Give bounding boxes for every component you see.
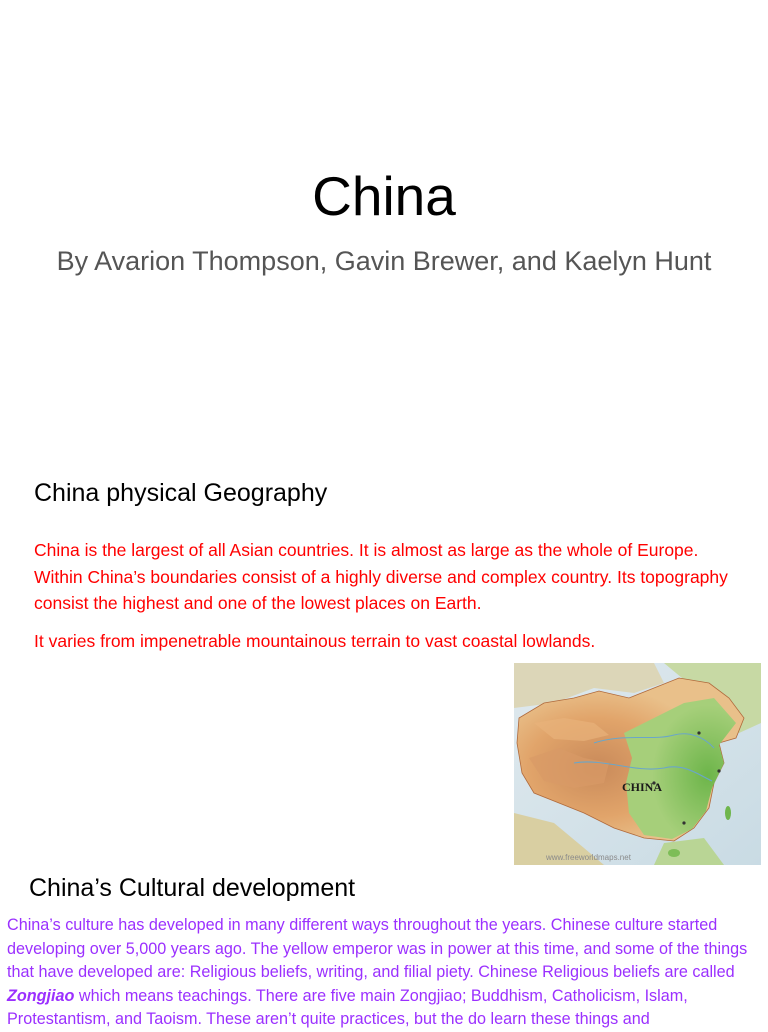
map-watermark: www.freeworldmaps.net (546, 853, 631, 862)
culture-text-end: which means teachings. There are five main Zongjiao; Buddhism, Catholicism, Islam, Protestantism, and Taoism. These aren’t quite practices, but the do learn these things and (7, 986, 688, 1028)
geography-heading: China physical Geography (34, 479, 328, 507)
culture-heading: China’s Cultural development (29, 874, 356, 902)
geography-paragraph-1: China is the largest of all Asian countries. It is almost as large as the whole of Europe. Within China’s boundaries consist of a highly diverse and complex country. Its topography consist the highest and one of the lowest places on Earth. (34, 540, 728, 613)
culture-emphasis: Zongjiao (7, 986, 75, 1005)
china-physical-map (514, 663, 761, 865)
slide-title: China (312, 165, 456, 227)
map-country-label: CHINA (622, 780, 663, 794)
slide-subtitle: By Avarion Thompson, Gavin Brewer, and Kaelyn Hunt (56, 246, 712, 276)
culture-text-start: China’s culture has developed in many different ways throughout the years. Chinese culture started developing over 5,000 years ago. The yellow emperor was in power at this time, and some of the things that have developed are: Religious beliefs, writing, and filial piety. Chinese Religious beliefs are called (7, 916, 748, 981)
geography-paragraph-2: It varies from impenetrable mountainous terrain to vast coastal lowlands. (34, 631, 596, 651)
map-graphic (514, 663, 761, 865)
culture-paragraph (7, 914, 763, 1032)
